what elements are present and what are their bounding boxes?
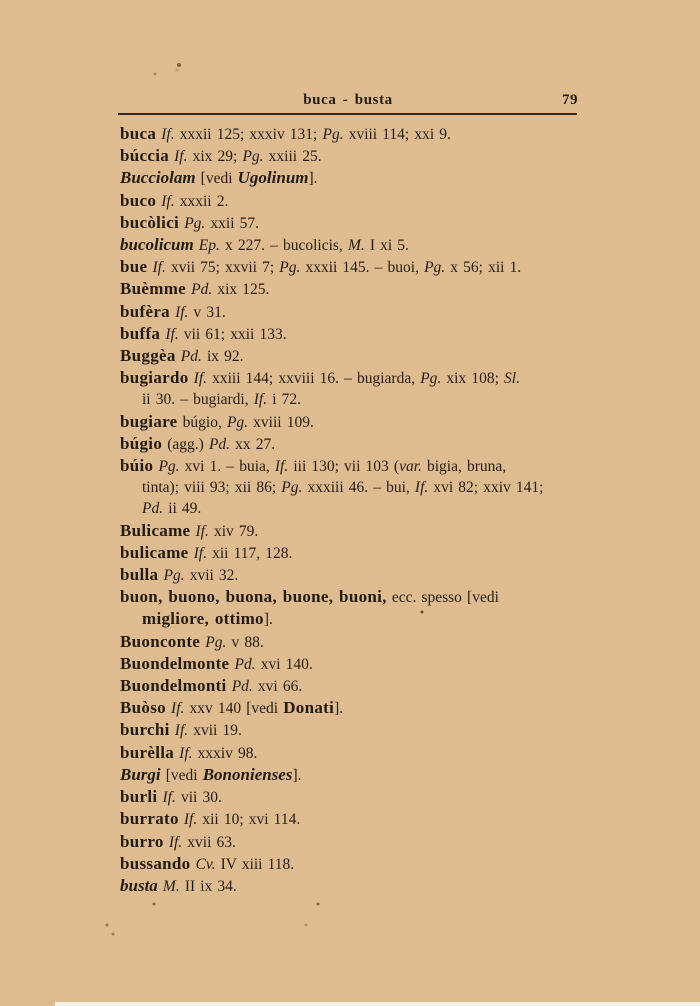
entry-headword: bufèra xyxy=(120,301,170,321)
entry-segment: Pg. xyxy=(322,126,344,143)
entry-headword: Bulicame xyxy=(120,520,191,540)
index-entry xyxy=(120,542,590,564)
entry-headword: bugiardo xyxy=(120,368,189,388)
entry-segment: If. xyxy=(253,391,268,409)
entry-segment: xii 10; xvi 114. xyxy=(197,811,301,829)
index-entry xyxy=(120,520,590,542)
entry-headword: Buèmme xyxy=(120,279,187,299)
entry-segment: xxxii 2. xyxy=(174,192,229,210)
entry-headword: buon, buono, buona, buone, buoni, xyxy=(120,587,387,607)
entry-segment: xix 125. xyxy=(212,281,270,299)
entry-segment: búgio, xyxy=(177,413,227,431)
entry-segment: Pd. xyxy=(142,500,164,518)
entry-segment: Pg. xyxy=(279,259,301,277)
entry-segment: var. xyxy=(399,458,422,476)
entry-segment: Ugolinum xyxy=(237,168,309,188)
entry-segment: If. xyxy=(190,522,209,540)
index-entry xyxy=(120,719,590,741)
entry-segment: xvii 63. xyxy=(182,833,236,851)
entry-segment: M. xyxy=(157,877,180,895)
entry-segment: If. xyxy=(160,325,179,343)
index-entry xyxy=(120,564,590,586)
index-entry xyxy=(120,786,590,808)
entry-segment: v 31. xyxy=(188,303,226,321)
entry-segment: II ix 34. xyxy=(179,877,237,895)
index-entry xyxy=(120,123,590,145)
index-entry xyxy=(120,631,590,653)
entry-segment: Pg. xyxy=(158,567,185,585)
index-entry xyxy=(120,831,590,853)
entry-segment: xxxii 125; xxxiv 131; xyxy=(174,126,323,143)
entry-headword: buffa xyxy=(120,323,161,343)
running-title: buca - busta xyxy=(303,92,393,108)
entry-segment: Pd. xyxy=(175,348,202,366)
entry-segment: Bononienses xyxy=(202,764,293,784)
entry-segment: Ep. xyxy=(193,237,220,255)
index-entry xyxy=(120,433,590,455)
entry-headword: burèlla xyxy=(120,742,175,762)
entry-segment: xvii 75; xxvii 7; xyxy=(165,259,280,277)
entry-segment: Pd. xyxy=(229,655,256,673)
entry-headword: bulla xyxy=(120,565,159,585)
entry-headword: búio xyxy=(120,456,154,476)
entry-segment: ix 92. xyxy=(201,348,244,366)
entry-segment: xiv 79. xyxy=(208,522,259,540)
entry-segment: vii 30. xyxy=(175,789,222,807)
entry-headword: búgio xyxy=(120,433,163,453)
entry-segment: If. xyxy=(274,458,289,476)
entry-segment: I xi 5. xyxy=(364,237,409,255)
entry-segment: xvi 66. xyxy=(252,678,303,696)
entry-segment: ii 30. – bugiardi, xyxy=(142,391,254,409)
index-entry xyxy=(120,278,590,300)
index-entry xyxy=(120,675,590,697)
entry-headword: burro xyxy=(120,831,164,851)
entry-segment: Cv. xyxy=(190,855,216,873)
entry-segment: Pg. xyxy=(242,148,264,166)
entry-segment: If. xyxy=(169,303,189,321)
index-entry xyxy=(120,875,590,897)
index-entry xyxy=(120,586,590,630)
entry-segment: xxxiv 98. xyxy=(192,744,258,762)
header-rule xyxy=(118,113,577,115)
entry-segment: xxiii 25. xyxy=(263,148,322,166)
entry-headword: bucolicum xyxy=(120,235,194,255)
entry-segment: xx 27. xyxy=(230,435,276,453)
entry-segment: xix 108; xyxy=(441,370,505,388)
entry-segment: xviii 109. xyxy=(248,413,314,431)
page-header xyxy=(118,92,578,110)
entry-segment: Pg. xyxy=(424,259,446,277)
entry-segment: xvi 140. xyxy=(255,655,313,673)
entry-segment: xvi 82; xxiv 141; xyxy=(428,479,544,497)
entry-headword: bue xyxy=(120,257,148,277)
entry-segment: xii 117, 128. xyxy=(206,544,293,562)
entry-segment: bigia, bruna, xyxy=(421,458,507,476)
entry-segment: If. xyxy=(188,370,208,388)
index-entry xyxy=(120,808,590,830)
entry-segment: Pd. xyxy=(226,678,253,696)
entry-headword: Buondelmonti xyxy=(120,676,227,696)
scan-edge xyxy=(55,1002,700,1006)
entry-headword: bugiare xyxy=(120,411,178,431)
entry-segment: Pg. xyxy=(420,370,442,388)
index-entry xyxy=(120,190,590,212)
index-entry xyxy=(120,653,590,675)
index-entry xyxy=(120,411,590,433)
entry-segment: (agg.) xyxy=(162,435,209,453)
entry-headword: bulicame xyxy=(120,542,189,562)
index-entry xyxy=(120,234,590,256)
paper-specks xyxy=(0,0,2,2)
entry-headword: burrato xyxy=(120,809,179,829)
entry-headword: buco xyxy=(120,190,157,210)
entry-segment: migliore, ottimo xyxy=(142,609,264,629)
entry-segment: Sl. xyxy=(504,370,520,388)
entry-segment: If. xyxy=(165,700,185,718)
entry-segment: xxxii 145. – buoi, xyxy=(300,259,425,277)
entry-segment: If. xyxy=(188,544,207,562)
entry-segment: xxiii 144; xxviii 16. – bugiarda, xyxy=(207,370,421,388)
entry-segment: xxii 57. xyxy=(205,214,260,232)
index-entry xyxy=(120,764,590,786)
entry-segment: If. xyxy=(174,744,193,762)
index-entry xyxy=(120,145,590,167)
entry-segment: iii 130; vii 103 ( xyxy=(288,458,400,476)
index-entry xyxy=(120,742,590,764)
entry-segment: Pd. xyxy=(208,435,231,453)
index-entry xyxy=(120,697,590,719)
entry-segment: Pd. xyxy=(186,281,213,299)
entry-segment: [vedi xyxy=(160,766,203,784)
entry-headword: buca xyxy=(120,124,157,143)
entry-segment: If. xyxy=(156,192,175,210)
entry-segment: xxxiii 46. – bui, xyxy=(302,479,415,497)
entry-segment: If. xyxy=(157,789,176,807)
entry-headword: Burgi xyxy=(120,764,161,784)
index-entry xyxy=(120,323,590,345)
entry-segment: If. xyxy=(414,479,429,497)
entry-headword: burli xyxy=(120,787,158,807)
entry-headword: Buggèa xyxy=(120,346,176,366)
entry-segment: xvi 1. – buia, xyxy=(179,458,275,476)
entry-segment: ]. xyxy=(334,700,344,718)
entry-segment: x 227. – bucolicis, xyxy=(219,237,348,255)
entry-segment: Pg. xyxy=(153,458,180,476)
entry-segment: If. xyxy=(163,833,183,851)
index-entry xyxy=(120,212,590,234)
entry-segment: tinta); viii 93; xii 86; xyxy=(142,479,282,497)
entry-segment: If. xyxy=(147,259,166,277)
entry-segment: Pg. xyxy=(281,479,303,497)
page-number: 79 xyxy=(562,92,578,108)
entry-segment: xviii 114; xxi 9. xyxy=(343,126,451,143)
entry-segment: ii 49. xyxy=(163,500,202,518)
entry-segment: Pg. xyxy=(179,214,206,232)
entry-headword: bussando xyxy=(120,853,191,873)
index-entry xyxy=(120,367,590,410)
entry-segment: xvii 32. xyxy=(184,567,239,585)
entry-segment: If. xyxy=(156,126,175,143)
index-entry xyxy=(120,455,590,520)
entry-segment: M. xyxy=(347,237,365,255)
entry-headword: busta xyxy=(120,875,158,895)
entry-segment: IV xiii 118. xyxy=(215,855,295,873)
index-entry xyxy=(120,167,590,189)
entry-headword: Buòso xyxy=(120,698,166,718)
entry-segment: Donati xyxy=(283,698,335,718)
index-entry xyxy=(120,256,590,278)
index-entries xyxy=(120,123,590,897)
entry-segment: xxv 140 [vedi xyxy=(184,700,284,718)
entry-segment: ecc. spesso [vedi xyxy=(386,589,499,607)
entry-segment: If. xyxy=(169,148,188,166)
entry-segment: Pg. xyxy=(226,413,249,431)
entry-segment: i 72. xyxy=(267,391,301,409)
entry-segment: v 88. xyxy=(226,633,264,651)
entry-segment: If. xyxy=(169,722,189,740)
entry-segment: [vedi xyxy=(195,170,238,188)
index-entry xyxy=(120,345,590,367)
entry-segment: x 56; xii 1. xyxy=(445,259,522,277)
entry-headword: Buonconte xyxy=(120,631,201,651)
entry-headword: bucòlici xyxy=(120,212,180,232)
entry-segment: Pg. xyxy=(200,633,227,651)
entry-headword: Bucciolam xyxy=(120,168,196,188)
entry-segment: vii 61; xxii 133. xyxy=(178,325,287,343)
entry-segment: ]. xyxy=(292,766,302,784)
entry-headword: burchi xyxy=(120,720,170,740)
entry-segment: If. xyxy=(178,811,198,829)
index-entry xyxy=(120,853,590,875)
entry-headword: búccia xyxy=(120,146,170,166)
entry-segment: ]. xyxy=(308,170,318,188)
entry-segment: xix 29; xyxy=(187,148,243,166)
entry-segment: ]. xyxy=(263,611,273,629)
index-entry xyxy=(120,301,590,323)
entry-segment: xvii 19. xyxy=(188,722,242,740)
entry-headword: Buondelmonte xyxy=(120,653,230,673)
